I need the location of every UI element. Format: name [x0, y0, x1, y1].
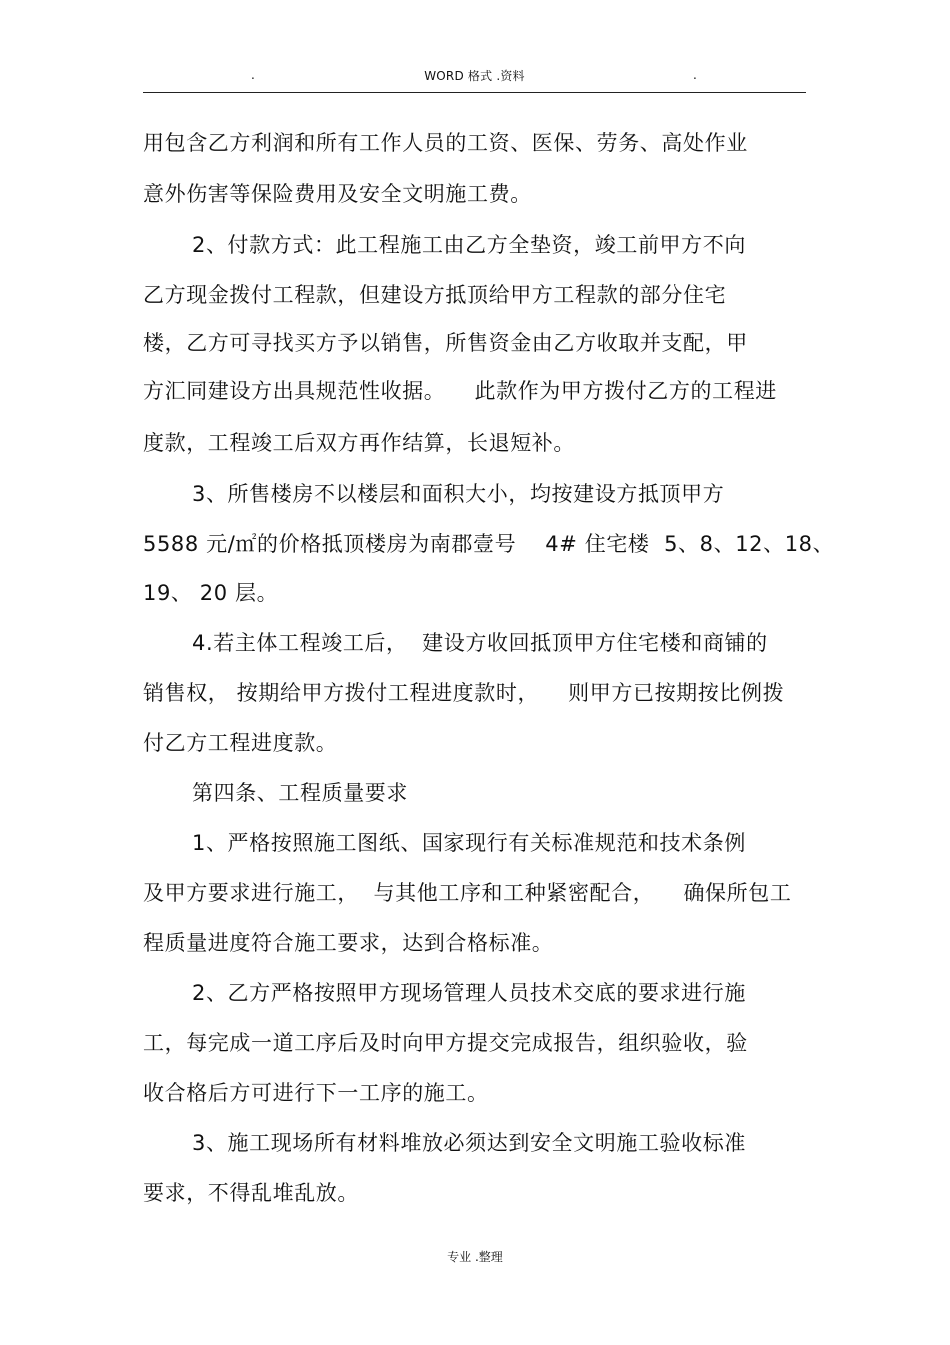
text-line: 收合格后方可进行下一工序的施工。 [143, 1081, 489, 1105]
text-line: 销售权， 按期给甲方拨付工程进度款时， 则甲方已按期按比例拨 [143, 681, 785, 705]
header-title: WORD 格式 .资料 [424, 69, 525, 83]
page-footer: 专业 .整理 [447, 1250, 503, 1264]
text-line: 2、付款方式：此工程施工由乙方全垫资，竣工前甲方不向 [192, 233, 746, 257]
text-line: 5588 元/㎡的价格抵顶楼房为南郡壹号 4# 住宅楼 5、8、12、18、 [143, 532, 835, 556]
text-line: 程质量进度符合施工要求，达到合格标准。 [143, 931, 554, 955]
text-line: 要求，不得乱堆乱放。 [143, 1181, 359, 1205]
text-line: 工，每完成一道工序后及时向甲方提交完成报告，组织验收，验 [143, 1031, 748, 1055]
text-line: 楼，乙方可寻找买方予以销售，所售资金由乙方收取并支配，甲 [143, 331, 748, 355]
header-dot-right: . [693, 68, 697, 82]
page-header [143, 66, 806, 93]
text-line: 度款，工程竣工后双方再作结算，长退短补。 [143, 431, 575, 455]
text-line: 3、施工现场所有材料堆放必须达到安全文明施工验收标准 [192, 1131, 746, 1155]
text-line: 2、乙方严格按照甲方现场管理人员技术交底的要求进行施 [192, 981, 746, 1005]
text-line: 意外伤害等保险费用及安全文明施工费。 [143, 182, 532, 206]
text-line: 用包含乙方利润和所有工作人员的工资、医保、劳务、高处作业 [143, 131, 748, 155]
text-line: 4.若主体工程竣工后， 建设方收回抵顶甲方住宅楼和商铺的 [192, 631, 768, 655]
text-line: 乙方现金拨付工程款，但建设方抵顶给甲方工程款的部分住宅 [143, 283, 727, 307]
text-line: 1、严格按照施工图纸、国家现行有关标准规范和技术条例 [192, 831, 746, 855]
text-line: 方汇同建设方出具规范性收据。 此款作为甲方拨付乙方的工程进 [143, 379, 777, 403]
section-heading: 第四条、工程质量要求 [192, 781, 408, 805]
text-line: 付乙方工程进度款。 [143, 731, 338, 755]
header-dot-left: . [251, 68, 255, 82]
text-line: 及甲方要求进行施工， 与其他工序和工种紧密配合， 确保所包工 [143, 881, 792, 905]
text-line: 19、 20 层。 [143, 581, 279, 605]
text-line: 3、所售楼房不以楼层和面积大小，均按建设方抵顶甲方 [192, 482, 725, 506]
